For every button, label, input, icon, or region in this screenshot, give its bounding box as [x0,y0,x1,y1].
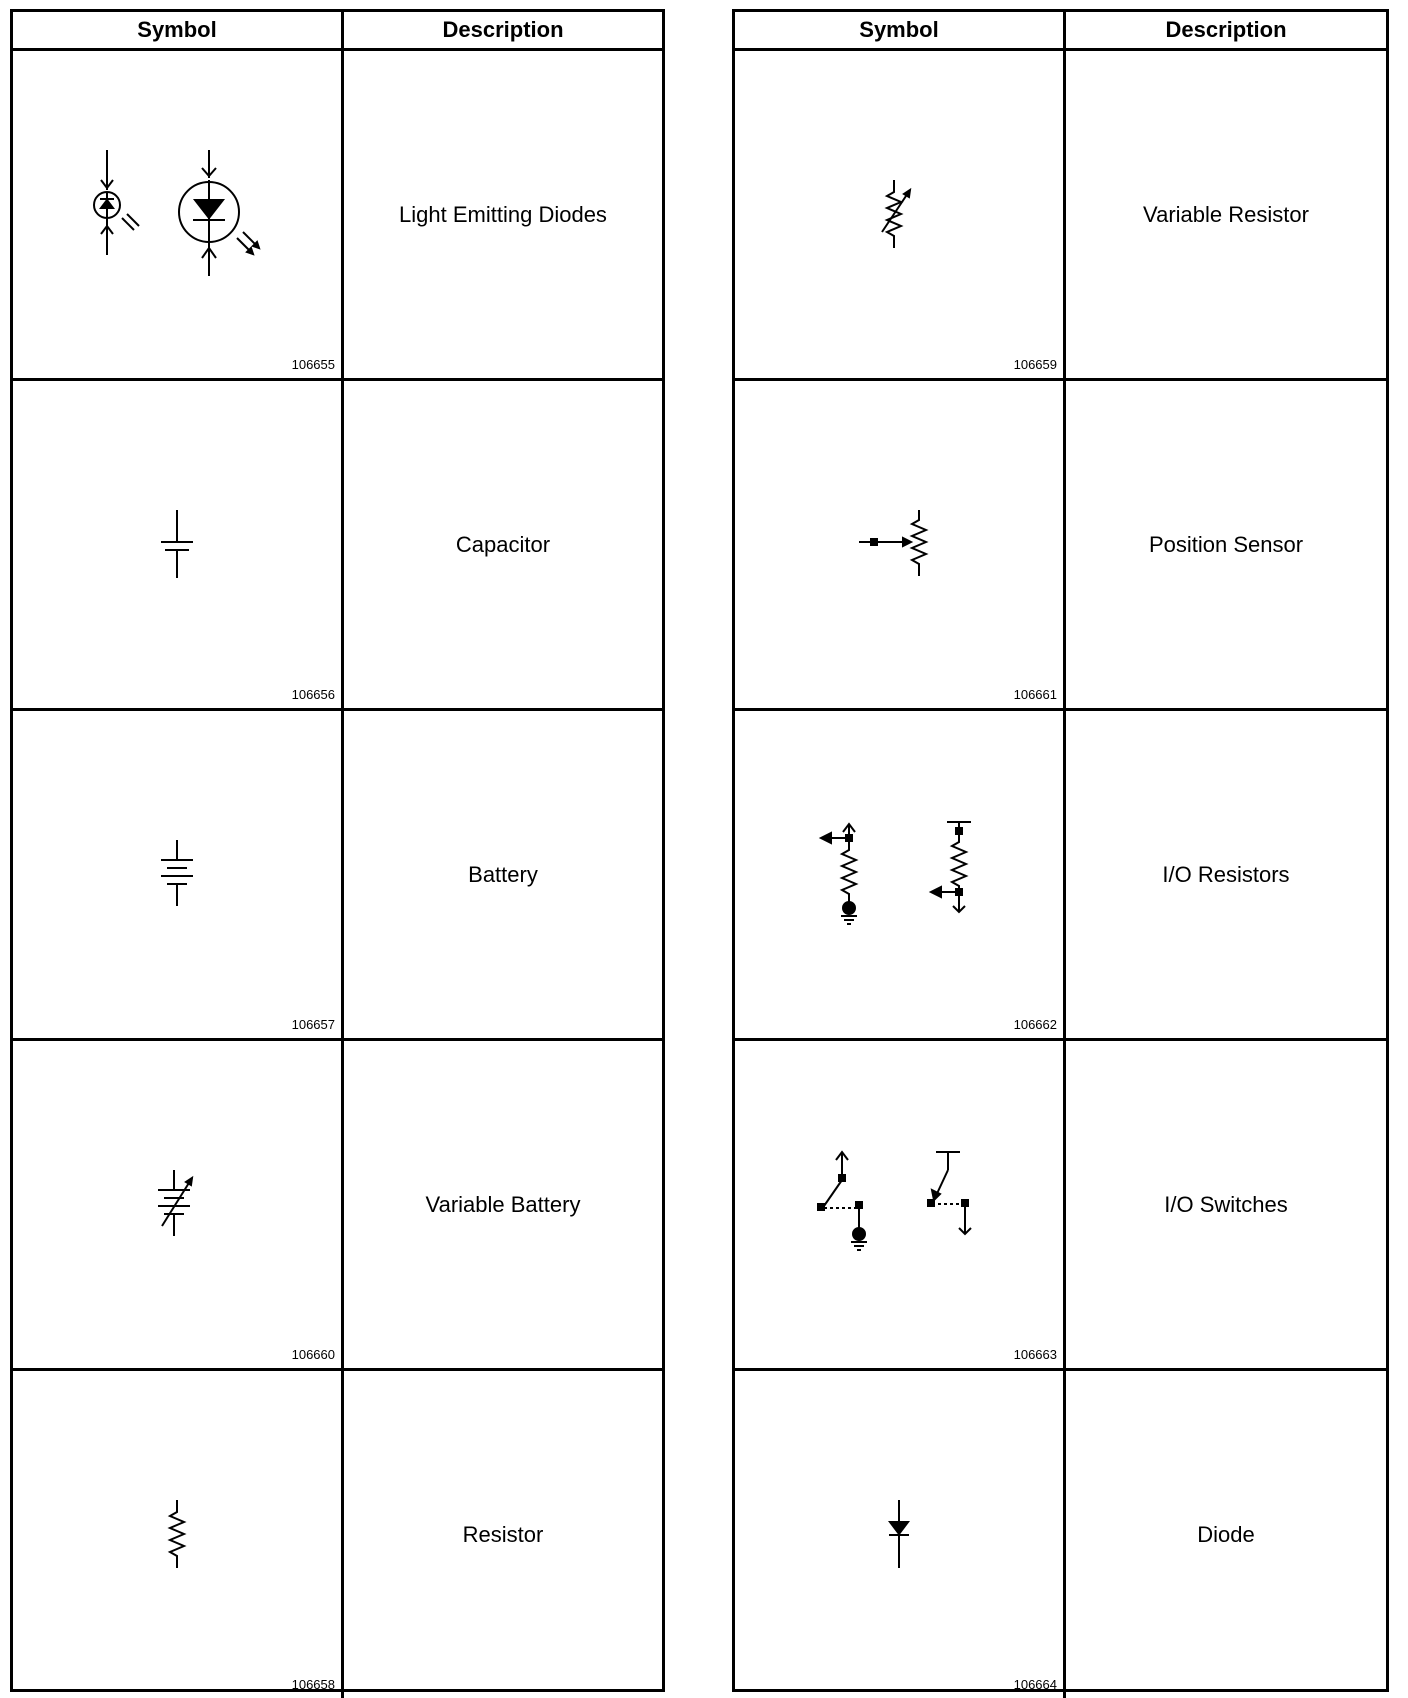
light-emitting-diodes-icon [87,150,267,280]
symbol-description: Resistor [462,1521,544,1547]
table-row [735,51,1386,381]
figure-number: 106663 [1013,1347,1057,1362]
table-header [13,12,662,51]
io-switches-icon [814,1150,984,1260]
variable-resistor-icon [874,180,924,250]
figure-number: 106664 [1013,1677,1057,1692]
variable-battery-icon [152,1170,202,1240]
io-resistors-icon [819,820,979,930]
description-column-header: Description [1165,17,1287,42]
symbol-description: Battery [468,861,538,887]
figure-number: 106662 [1013,1017,1057,1032]
symbol-description: I/O Resistors [1162,861,1290,887]
capacitor-icon [157,510,197,580]
diode-icon [884,1500,914,1570]
table-row [13,51,662,381]
symbol-column-header: Symbol [13,12,344,48]
symbol-description: Capacitor [455,531,551,557]
figure-number: 106658 [291,1677,335,1692]
symbol-description: Variable Battery [425,1191,581,1217]
table-header [735,12,1386,51]
resistor-icon [162,1500,192,1570]
symbol-description: Diode [1197,1521,1255,1547]
table-row [735,1041,1386,1371]
figure-number: 106657 [291,1017,335,1032]
table-row [735,711,1386,1041]
position-sensor-icon [859,510,939,580]
symbol-column-header: Symbol [735,12,1066,48]
table-row [735,381,1386,711]
figure-number: 106659 [1013,357,1057,372]
symbol-description: Light Emitting Diodes [399,201,607,227]
symbol-description: Position Sensor [1148,531,1304,557]
figure-number: 106656 [291,687,335,702]
table-row [13,1041,662,1371]
table-row [13,711,662,1041]
symbol-description: Variable Resistor [1143,201,1309,227]
figure-number: 106660 [291,1347,335,1362]
symbol-table-left [10,9,665,1692]
table-row [13,381,662,711]
figure-number: 106655 [291,357,335,372]
symbol-table-right [732,9,1389,1692]
description-column-header: Description [442,17,564,42]
table-row [13,1371,662,1698]
figure-number: 106661 [1013,687,1057,702]
symbol-description: I/O Switches [1164,1191,1288,1217]
table-row [735,1371,1386,1698]
battery-icon [157,840,197,910]
